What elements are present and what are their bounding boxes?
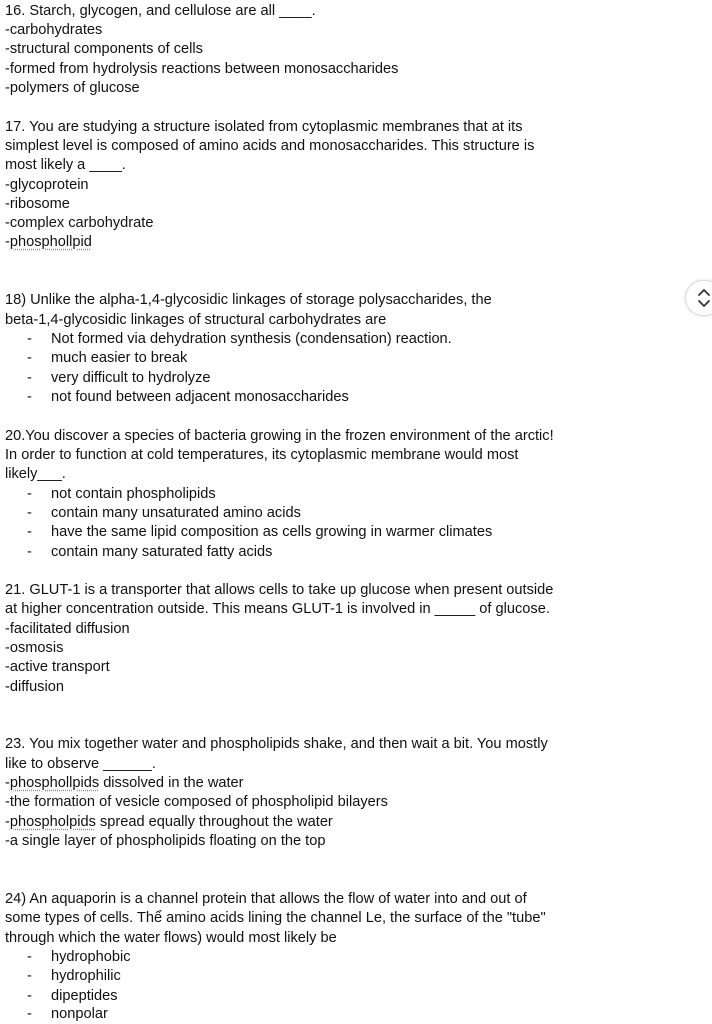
option-text: dipeptides: [51, 988, 118, 1004]
option: -complex carbohydrate: [5, 215, 154, 231]
question-18-stem: 18) Unlike the alpha-1,4-glycosidic linkages of storage polysaccharides, the: [5, 292, 492, 308]
question-16-stem: 16. Starch, glycogen, and cellulose are all ____.: [5, 3, 316, 19]
question-23-stem: 23. You mix together water and phospholipids shake, and then wait a bit. You mostly: [5, 736, 548, 752]
question-17-stem: most likely a ____.: [5, 157, 126, 173]
option-text: contain many saturated fatty acids: [51, 544, 273, 560]
option: -formed from hydrolysis reactions between monosaccharides: [5, 61, 399, 77]
bullet-dash: -: [27, 505, 32, 521]
scroll-nav-button[interactable]: [686, 281, 712, 315]
misspelled-word: phosphollpid: [9, 234, 92, 250]
question-24-stem: 24) An aquaporin is a channel protein that allows the flow of water into and out of: [5, 891, 527, 907]
option-text: not found between adjacent monosaccharides: [51, 389, 349, 405]
bullet-dash: -: [27, 1006, 32, 1022]
option: -glycoprotein: [5, 177, 89, 193]
option: -structural components of cells: [5, 41, 203, 57]
option-prefix: -: [5, 775, 10, 791]
option-text: nonpolar: [51, 1006, 108, 1022]
option: -ribosome: [5, 196, 70, 212]
option: -a single layer of phospholipids floating on the top: [5, 833, 326, 849]
option-text: spread equally throughout the water: [95, 814, 333, 830]
question-17-stem: 17. You are studying a structure isolated from cytoplasmic membranes that at its: [5, 119, 523, 135]
option: [5, 233, 92, 252]
bullet-dash: -: [27, 331, 32, 347]
option: -active transport: [5, 659, 110, 675]
option: [5, 813, 333, 832]
bullet-dash: -: [27, 486, 32, 502]
option-text: not contain phospholipids: [51, 486, 216, 502]
question-20-stem: 20.You discover a species of bacteria growing in the frozen environment of the arctic!: [5, 428, 554, 444]
option-text: Not formed via dehydration synthesis (condensation) reaction.: [51, 331, 452, 347]
option: [5, 774, 244, 793]
bullet-dash: -: [27, 988, 32, 1004]
bullet-dash: -: [27, 350, 32, 366]
option: -polymers of glucose: [5, 80, 140, 96]
option-text: contain many unsaturated amino acids: [51, 505, 301, 521]
option: -facilitated diffusion: [5, 621, 130, 637]
option-text: hydrophilic: [51, 968, 121, 984]
option-prefix: -: [5, 234, 10, 250]
option: -diffusion: [5, 679, 64, 695]
option-text: much easier to break: [51, 350, 188, 366]
question-21-stem: at higher concentration outside. This means GLUT-1 is involved in _____ of glucose.: [5, 601, 550, 617]
option: -osmosis: [5, 640, 64, 656]
question-20-stem: likely___.: [5, 466, 66, 482]
bullet-dash: -: [27, 544, 32, 560]
question-23-stem: like to observe ______.: [5, 756, 156, 772]
option: -the formation of vesicle composed of phospholipid bilayers: [5, 794, 388, 810]
bullet-dash: -: [27, 949, 32, 965]
option-prefix: -: [5, 814, 10, 830]
question-17-stem: simplest level is composed of amino acids and monosaccharides. This structure is: [5, 138, 535, 154]
chevron-up-down-icon: [695, 286, 712, 310]
bullet-dash: -: [27, 968, 32, 984]
option-text: hydrophobic: [51, 949, 131, 965]
misspelled-word: phosphollpids: [9, 775, 100, 791]
question-21-stem: 21. GLUT-1 is a transporter that allows cells to take up glucose when present outside: [5, 582, 554, 598]
misspelled-word: phospholpids: [9, 814, 96, 830]
question-24-stem: some types of cells. Thể amino acids lining the channel Le, the surface of the "tube": [5, 910, 546, 926]
question-18-stem: beta-1,4-glycosidic linkages of structural carbohydrates are: [5, 312, 387, 328]
option-text: dissolved in the water: [99, 775, 244, 791]
option-text: very difficult to hydrolyze: [51, 370, 211, 386]
bullet-dash: -: [27, 389, 32, 405]
question-24-stem: through which the water flows) would most likely be: [5, 930, 337, 946]
bullet-dash: -: [27, 370, 32, 386]
option-text: have the same lipid composition as cells growing in warmer climates: [51, 524, 493, 540]
option: -carbohydrates: [5, 22, 103, 38]
bullet-dash: -: [27, 524, 32, 540]
question-20-stem: In order to function at cold temperatures, its cytoplasmic membrane would most: [5, 447, 519, 463]
